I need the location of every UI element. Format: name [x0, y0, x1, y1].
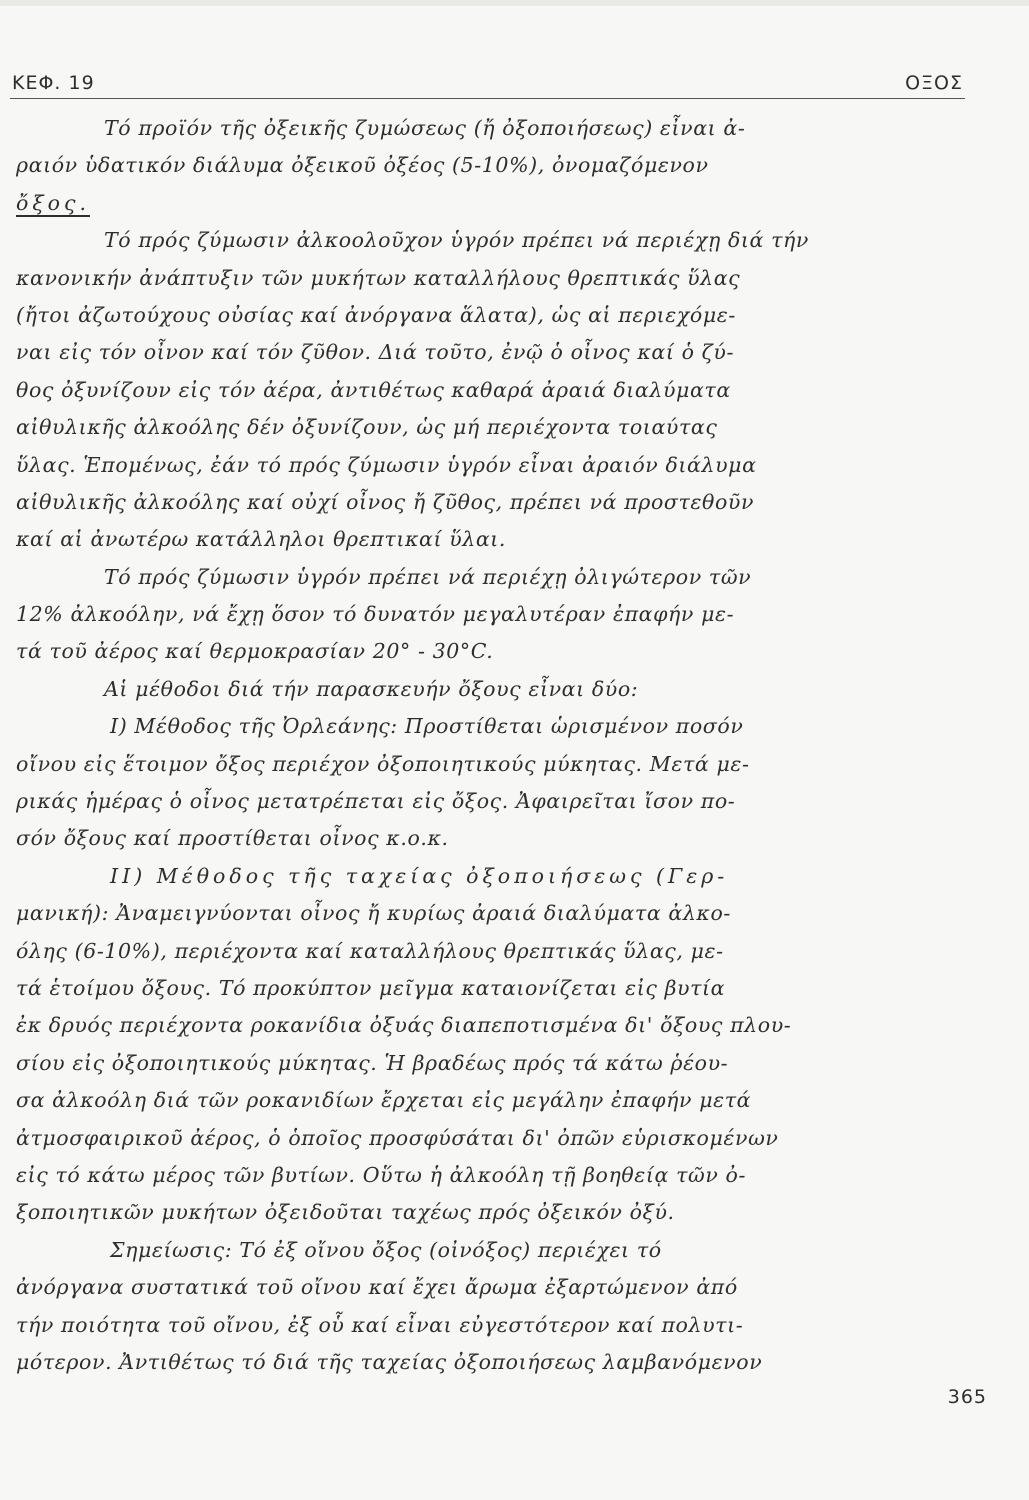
- running-header: [10, 66, 965, 99]
- text-line: ὕλας. Ἑπομένως, ἐάν τό πρός ζύμωσιν ὑγρόν εἶναι ἀραιόν διάλυμα: [16, 452, 757, 477]
- text-line: ἐκ δρυός περιέχοντα ροκανίδια ὀξυάς διαπεποτισμένα δι' ὄξους πλου-: [16, 1013, 792, 1038]
- text-line: 12% ἀλκοόλην, νά ἔχῃ ὅσον τό δυνατόν μεγαλυτέραν ἐπαφήν με-: [16, 602, 735, 627]
- text-line: μότερον. Ἀντιθέτως τό διά τῆς ταχείας ὀξοποιήσεως λαμβανόμενον: [16, 1349, 763, 1374]
- text-line: θος ὀξυνίζουν εἰς τόν ἀέρα, ἀντιθέτως καθαρά ἀραιά διαλύματα: [16, 377, 731, 402]
- chapter-label: ΚΕΦ. 19: [12, 72, 95, 94]
- handwritten-body: [16, 110, 1001, 1381]
- text-line: ἀνόργανα συστατικά τοῦ οἴνου καί ἔχει ἄρωμα ἐξαρτώμενον ἀπό: [16, 1275, 738, 1300]
- text-line: καί αἱ ἀνωτέρω κατάλληλοι θρεπτικαί ὕλαι.: [16, 527, 507, 552]
- text-line: ἀτμοσφαιρικοῦ ἀέρος, ὁ ὁποῖος προσφύσάται δι' ὀπῶν εὑρισκομένων: [16, 1125, 779, 1150]
- text-line: όλης (6-10%), περιέχοντα καί καταλλήλους θρεπτικάς ὕλας, με-: [16, 938, 724, 963]
- term-oxos: ὄξος.: [16, 190, 90, 215]
- text-line: αἰθυλικῆς ἀλκοόλης δέν ὀξυνίζουν, ὡς μή περιέχοντα τοιαύτας: [16, 415, 718, 440]
- text-line: [16, 185, 1001, 222]
- text-line: Τό πρός ζύμωσιν ὑγρόν πρέπει νά περιέχῃ ὀλιγώτερον τῶν: [104, 564, 752, 589]
- page-number: 365: [947, 1386, 987, 1408]
- scan-edge: [0, 0, 1029, 6]
- text-line: εἰς τό κάτω μέρος τῶν βυτίων. Οὕτω ἡ ἀλκοόλη τῇ βοηθείᾳ τῶν ὀ-: [16, 1162, 747, 1187]
- text-line: αἰθυλικῆς ἀλκοόλης καί οὐχί οἶνος ἤ ζῦθος, πρέπει νά προστεθοῦν: [16, 489, 755, 514]
- topic-label: ΟΞΟΣ: [905, 72, 963, 94]
- note-heading: Σημείωσις: Τό ἐξ οἴνου ὄξος (οἰνόξος) περιέχει τό: [110, 1237, 662, 1262]
- text-line: Τό προϊόν τῆς ὀξεικῆς ζυμώσεως (ἤ ὀξοποιήσεως) εἶναι ἀ-: [104, 116, 746, 140]
- text-line: κανονικήν ἀνάπτυξιν τῶν μυκήτων καταλλήλους θρεπτικάς ὕλας: [16, 265, 741, 290]
- text-line: σα ἀλκοόλη διά τῶν ροκανιδίων ἔρχεται εἰς μεγάλην ἐπαφήν μετά: [16, 1088, 752, 1113]
- text-line: σόν ὄξους καί προστίθεται οἶνος κ.ο.κ.: [16, 826, 449, 851]
- method-one-heading: I) Μέθοδος τῆς Ὀρλεάνης: Προστίθεται ὡρισμένον ποσόν: [110, 714, 744, 739]
- text-line: ξοποιητικῶν μυκήτων ὀξειδοῦται ταχέως πρός ὀξεικόν ὀξύ.: [16, 1200, 675, 1225]
- text-line: ναι εἰς τόν οἶνον καί τόν ζῦθον. Διά τοῦτο, ἐνῷ ὁ οἶνος καί ὁ ζύ-: [16, 340, 734, 365]
- text-line: ρικάς ἡμέρας ὁ οἶνος μετατρέπεται εἰς ὄξος. Ἀφαιρεῖται ἴσον πο-: [16, 789, 736, 814]
- method-two-heading: II) Μέθοδος τῆς ταχείας ὀξοποιήσεως (Γερ-: [110, 863, 729, 888]
- text-line: μανική): Ἀναμειγνύονται οἶνος ἤ κυρίως ἀραιά διαλύματα ἀλκο-: [16, 901, 731, 926]
- text-line: τά τοῦ ἀέρος καί θερμοκρασίαν 20° - 30°C.: [16, 639, 494, 664]
- text-line: οἴνου εἰς ἕτοιμον ὄξος περιέχον ὀξοποιητικούς μύκητας. Μετά με-: [16, 751, 750, 776]
- text-line: Τό πρός ζύμωσιν ἀλκοολοῦχον ὑγρόν πρέπει νά περιέχῃ διά τήν: [104, 228, 809, 253]
- text-line: Αἱ μέθοδοι διά τήν παρασκευήν ὄξους εἶναι δύο:: [104, 676, 639, 701]
- text-line: τήν ποιότητα τοῦ οἴνου, ἐξ οὗ καί εἶναι εὐγεστότερον καί πολυτι-: [16, 1312, 744, 1337]
- text-line: τά ἑτοίμου ὄξους. Τό προκύπτον μεῖγμα καταιονίζεται εἰς βυτία: [16, 975, 726, 1000]
- text-line: ραιόν ὑδατικόν διάλυμα ὀξεικοῦ ὀξέος (5-10%), ὀνομαζόμενον: [16, 153, 709, 178]
- text-line: σίου εἰς ὀξοποιητικούς μύκητας. Ἡ βραδέως πρός τά κάτω ῥέου-: [16, 1050, 729, 1075]
- text-line: (ἤτοι ἀζωτούχους οὐσίας καί ἀνόργανα ἅλατα), ὡς αἱ περιεχόμε-: [16, 302, 736, 327]
